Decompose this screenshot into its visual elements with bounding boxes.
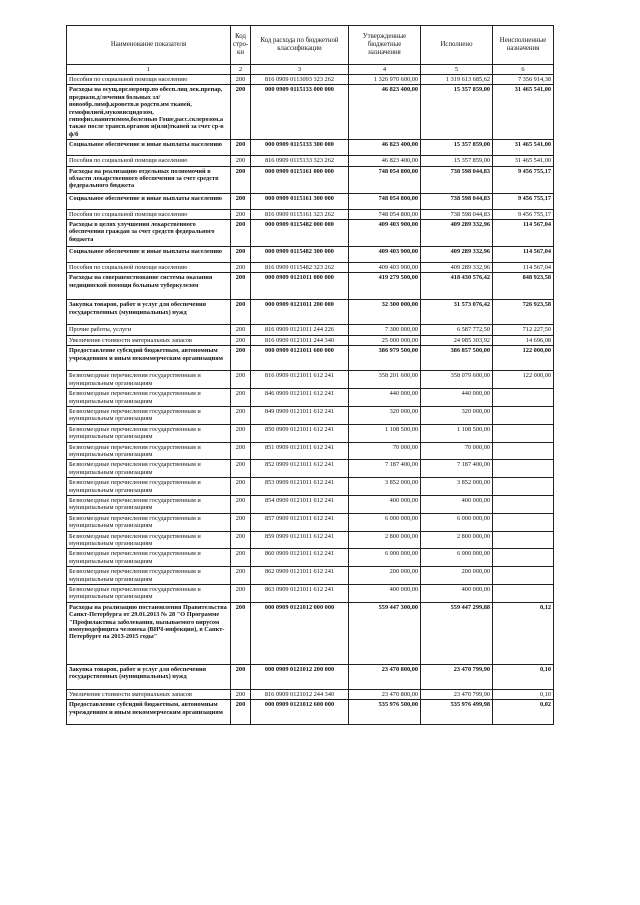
line-code-cell: 200 — [231, 220, 251, 247]
line-code-cell: 200 — [231, 325, 251, 335]
table-row — [67, 166, 554, 193]
approved-amount-cell: 200 000,00 — [349, 567, 421, 585]
approved-amount-cell: 440 000,00 — [349, 389, 421, 407]
executed-amount-cell: 409 289 332,96 — [421, 220, 493, 247]
budget-code-cell: 854 0909 0121011 612 241 — [251, 495, 349, 513]
column-number: 3 — [251, 65, 349, 75]
budget-code-cell: 000 0909 0115482 300 000 — [251, 247, 349, 263]
executed-amount-cell: 738 598 044,83 — [421, 166, 493, 193]
executed-amount-cell: 418 430 576,42 — [421, 273, 493, 300]
executed-amount-cell: 15 357 859,00 — [421, 85, 493, 140]
executed-amount-cell: 23 470 799,90 — [421, 664, 493, 689]
budget-code-cell: 862 0909 0121011 612 241 — [251, 567, 349, 585]
table-row — [67, 495, 554, 513]
approved-amount-cell: 6 000 000,00 — [349, 549, 421, 567]
executed-amount-cell: 440 000,00 — [421, 389, 493, 407]
indicator-name-cell: Безвозмездные перечисления государственным и муниципальным организациям — [67, 389, 231, 407]
budget-code-cell: 863 0909 0121011 612 241 — [251, 585, 349, 603]
indicator-name-cell: Безвозмездные перечисления государственным и муниципальным организациям — [67, 495, 231, 513]
unexecuted-amount-cell: 0,10 — [493, 664, 554, 689]
budget-code-cell: 000 0909 0121011 600 000 — [251, 346, 349, 371]
approved-amount-cell: 409 403 900,00 — [349, 220, 421, 247]
unexecuted-amount-cell: 31 465 541,00 — [493, 156, 554, 166]
line-code-cell: 200 — [231, 300, 251, 325]
executed-amount-cell: 7 187 400,00 — [421, 460, 493, 478]
executed-amount-cell: 738 598 044,83 — [421, 209, 493, 219]
header-executed: Исполнено — [421, 26, 493, 65]
approved-amount-cell: 7 300 000,00 — [349, 325, 421, 335]
line-code-cell: 200 — [231, 689, 251, 699]
line-code-cell: 200 — [231, 346, 251, 371]
unexecuted-amount-cell — [493, 460, 554, 478]
approved-amount-cell: 23 470 800,00 — [349, 689, 421, 699]
line-code-cell: 200 — [231, 156, 251, 166]
approved-amount-cell: 386 979 500,00 — [349, 346, 421, 371]
indicator-name-cell: Прочие работы, услуги — [67, 325, 231, 335]
unexecuted-amount-cell — [493, 424, 554, 442]
budget-code-cell: 000 0909 0115482 000 000 — [251, 220, 349, 247]
budget-code-cell: 816 0909 0115161 323 262 — [251, 209, 349, 219]
unexecuted-amount-cell — [493, 406, 554, 424]
executed-amount-cell: 200 000,00 — [421, 567, 493, 585]
indicator-name-cell: Социальное обеспечение и иные выплаты населению — [67, 193, 231, 209]
line-code-cell: 200 — [231, 389, 251, 407]
line-code-cell: 200 — [231, 85, 251, 140]
table-row — [67, 700, 554, 725]
budget-code-cell: 000 0909 0121012 600 000 — [251, 700, 349, 725]
executed-amount-cell: 31 573 076,42 — [421, 300, 493, 325]
table-row — [67, 549, 554, 567]
table-row — [67, 300, 554, 325]
table-row — [67, 209, 554, 219]
executed-amount-cell: 6 000 000,00 — [421, 549, 493, 567]
unexecuted-amount-cell: 726 923,58 — [493, 300, 554, 325]
approved-amount-cell: 7 187 400,00 — [349, 460, 421, 478]
indicator-name-cell: Безвозмездные перечисления государственным и муниципальным организациям — [67, 531, 231, 549]
indicator-name-cell: Безвозмездные перечисления государственным и муниципальным организациям — [67, 478, 231, 496]
approved-amount-cell: 358 201 600,00 — [349, 371, 421, 389]
indicator-name-cell: Пособия по социальной помощи населению — [67, 156, 231, 166]
line-code-cell: 200 — [231, 664, 251, 689]
line-code-cell: 200 — [231, 478, 251, 496]
line-code-cell: 200 — [231, 567, 251, 585]
approved-amount-cell: 46 823 400,00 — [349, 140, 421, 156]
unexecuted-amount-cell: 848 923,58 — [493, 273, 554, 300]
unexecuted-amount-cell: 31 465 541,00 — [493, 140, 554, 156]
executed-amount-cell: 535 976 499,98 — [421, 700, 493, 725]
line-code-cell: 200 — [231, 371, 251, 389]
indicator-name-cell: Пособия по социальной помощи населению — [67, 263, 231, 273]
executed-amount-cell: 320 000,00 — [421, 406, 493, 424]
approved-amount-cell: 1 326 970 600,00 — [349, 75, 421, 85]
executed-amount-cell: 738 598 044,83 — [421, 193, 493, 209]
line-code-cell: 200 — [231, 424, 251, 442]
header-unexecuted-appropriations: Неисполненные назначения — [493, 26, 554, 65]
line-code-cell: 200 — [231, 460, 251, 478]
executed-amount-cell: 15 357 859,00 — [421, 140, 493, 156]
table-row — [67, 263, 554, 273]
column-number: 2 — [231, 65, 251, 75]
approved-amount-cell: 32 300 000,00 — [349, 300, 421, 325]
unexecuted-amount-cell: 9 456 755,17 — [493, 166, 554, 193]
unexecuted-amount-cell: 122 000,00 — [493, 346, 554, 371]
budget-code-cell: 850 0909 0121011 612 241 — [251, 424, 349, 442]
unexecuted-amount-cell: 7 356 914,38 — [493, 75, 554, 85]
approved-amount-cell: 70 000,00 — [349, 442, 421, 460]
table-row — [67, 371, 554, 389]
indicator-name-cell: Безвозмездные перечисления государственным и муниципальным организациям — [67, 371, 231, 389]
indicator-name-cell: Безвозмездные перечисления государственным и муниципальным организациям — [67, 406, 231, 424]
unexecuted-amount-cell — [493, 442, 554, 460]
table-row — [67, 689, 554, 699]
table-row — [67, 424, 554, 442]
header-approved-appropriations: Утвержденные бюджетные назначения — [349, 26, 421, 65]
budget-code-cell: 000 0909 0115161 000 000 — [251, 166, 349, 193]
executed-amount-cell: 70 000,00 — [421, 442, 493, 460]
table-row — [67, 346, 554, 371]
approved-amount-cell: 409 403 900,00 — [349, 247, 421, 263]
budget-code-cell: 000 0909 0121012 000 000 — [251, 602, 349, 664]
table-row — [67, 442, 554, 460]
unexecuted-amount-cell: 0,02 — [493, 700, 554, 725]
table-body — [67, 75, 554, 725]
executed-amount-cell: 400 000,00 — [421, 585, 493, 603]
line-code-cell: 200 — [231, 273, 251, 300]
table-row — [67, 247, 554, 263]
table-row — [67, 140, 554, 156]
indicator-name-cell: Расходы в целях улучшения лекарственного обеспечения граждан за счет средств федерального бюджета — [67, 220, 231, 247]
indicator-name-cell: Социальное обеспечение и иные выплаты населению — [67, 247, 231, 263]
table-row — [67, 567, 554, 585]
budget-code-cell: 816 0909 0115482 323 262 — [251, 263, 349, 273]
approved-amount-cell: 535 976 500,00 — [349, 700, 421, 725]
table-row — [67, 602, 554, 664]
approved-amount-cell: 748 054 800,00 — [349, 193, 421, 209]
budget-code-cell: 846 0909 0121011 612 241 — [251, 389, 349, 407]
indicator-name-cell: Безвозмездные перечисления государственным и муниципальным организациям — [67, 585, 231, 603]
unexecuted-amount-cell: 114 567,04 — [493, 263, 554, 273]
unexecuted-amount-cell: 9 456 755,17 — [493, 209, 554, 219]
line-code-cell: 200 — [231, 531, 251, 549]
indicator-name-cell: Пособия по социальной помощи населению — [67, 75, 231, 85]
budget-execution-table — [66, 25, 554, 725]
approved-amount-cell: 748 054 800,00 — [349, 166, 421, 193]
approved-amount-cell: 23 470 800,00 — [349, 664, 421, 689]
indicator-name-cell: Закупка товаров, работ и услуг для обеспечения государственных (муниципальных) нужд — [67, 664, 231, 689]
line-code-cell: 200 — [231, 513, 251, 531]
table-row — [67, 513, 554, 531]
line-code-cell: 200 — [231, 209, 251, 219]
approved-amount-cell: 409 403 900,00 — [349, 263, 421, 273]
budget-code-cell: 851 0909 0121011 612 241 — [251, 442, 349, 460]
column-number: 5 — [421, 65, 493, 75]
budget-code-cell: 000 0909 0115161 300 000 — [251, 193, 349, 209]
indicator-name-cell: Увеличение стоимости материальных запасов — [67, 335, 231, 345]
executed-amount-cell: 6 587 772,50 — [421, 325, 493, 335]
column-number: 1 — [67, 65, 231, 75]
budget-code-cell: 852 0909 0121011 612 241 — [251, 460, 349, 478]
indicator-name-cell: Предоставление субсидий бюджетным, автономным учреждениям и иным некоммерческим организациям — [67, 346, 231, 371]
header-line-code: Код стро-ки — [231, 26, 251, 65]
approved-amount-cell: 6 000 000,00 — [349, 513, 421, 531]
line-code-cell: 200 — [231, 495, 251, 513]
indicator-name-cell: Закупка товаров, работ и услуг для обеспечения государственных (муниципальных) нужд — [67, 300, 231, 325]
table-row — [67, 585, 554, 603]
table-row — [67, 389, 554, 407]
header-budget-classification-code: Код расхода по бюджетной классификации — [251, 26, 349, 65]
approved-amount-cell: 559 447 300,00 — [349, 602, 421, 664]
table-row — [67, 460, 554, 478]
budget-code-cell: 816 0909 0113093 323 262 — [251, 75, 349, 85]
executed-amount-cell: 3 852 000,00 — [421, 478, 493, 496]
unexecuted-amount-cell — [493, 567, 554, 585]
column-number-row — [67, 65, 554, 75]
table-row — [67, 85, 554, 140]
header-indicator-name: Наименование показателя — [67, 26, 231, 65]
unexecuted-amount-cell: 114 567,04 — [493, 220, 554, 247]
approved-amount-cell: 748 054 800,00 — [349, 209, 421, 219]
table-row — [67, 325, 554, 335]
table-row — [67, 478, 554, 496]
indicator-name-cell: Социальное обеспечение и иные выплаты населению — [67, 140, 231, 156]
budget-code-cell: 000 0909 0121011 200 000 — [251, 300, 349, 325]
budget-code-cell: 860 0909 0121011 612 241 — [251, 549, 349, 567]
table-row — [67, 220, 554, 247]
table-row — [67, 664, 554, 689]
line-code-cell: 200 — [231, 549, 251, 567]
executed-amount-cell: 559 447 299,88 — [421, 602, 493, 664]
unexecuted-amount-cell: 122 000,00 — [493, 371, 554, 389]
executed-amount-cell: 2 800 000,00 — [421, 531, 493, 549]
table-row — [67, 273, 554, 300]
budget-code-cell: 849 0909 0121011 612 241 — [251, 406, 349, 424]
approved-amount-cell: 400 000,00 — [349, 495, 421, 513]
executed-amount-cell: 24 985 303,92 — [421, 335, 493, 345]
table-row — [67, 156, 554, 166]
budget-code-cell: 816 0909 0115133 323 262 — [251, 156, 349, 166]
indicator-name-cell: Безвозмездные перечисления государственным и муниципальным организациям — [67, 549, 231, 567]
table-row — [67, 531, 554, 549]
executed-amount-cell: 386 857 500,00 — [421, 346, 493, 371]
table-row — [67, 406, 554, 424]
unexecuted-amount-cell: 0,12 — [493, 602, 554, 664]
executed-amount-cell: 409 289 332,96 — [421, 247, 493, 263]
unexecuted-amount-cell: 31 465 541,00 — [493, 85, 554, 140]
indicator-name-cell: Безвозмездные перечисления государственным и муниципальным организациям — [67, 567, 231, 585]
table-header-row — [67, 26, 554, 65]
line-code-cell: 200 — [231, 247, 251, 263]
approved-amount-cell: 46 823 400,00 — [349, 156, 421, 166]
budget-code-cell: 859 0909 0121011 612 241 — [251, 531, 349, 549]
budget-code-cell: 816 0909 0121012 244 340 — [251, 689, 349, 699]
executed-amount-cell: 6 000 000,00 — [421, 513, 493, 531]
line-code-cell: 200 — [231, 442, 251, 460]
executed-amount-cell: 1 319 613 685,62 — [421, 75, 493, 85]
line-code-cell: 200 — [231, 406, 251, 424]
executed-amount-cell: 400 000,00 — [421, 495, 493, 513]
line-code-cell: 200 — [231, 140, 251, 156]
indicator-name-cell: Безвозмездные перечисления государственным и муниципальным организациям — [67, 442, 231, 460]
unexecuted-amount-cell: 114 567,04 — [493, 247, 554, 263]
executed-amount-cell: 23 470 799,90 — [421, 689, 493, 699]
column-number: 6 — [493, 65, 554, 75]
unexecuted-amount-cell: 14 696,08 — [493, 335, 554, 345]
indicator-name-cell: Предоставление субсидий бюджетным, автономным учреждениям и иным некоммерческим организациям — [67, 700, 231, 725]
unexecuted-amount-cell — [493, 495, 554, 513]
line-code-cell: 200 — [231, 166, 251, 193]
approved-amount-cell: 3 852 000,00 — [349, 478, 421, 496]
indicator-name-cell: Пособия по социальной помощи населению — [67, 209, 231, 219]
line-code-cell: 200 — [231, 193, 251, 209]
indicator-name-cell: Расходы на совершенствование системы оказания медицинской помощи больным туберкулезом — [67, 273, 231, 300]
unexecuted-amount-cell — [493, 585, 554, 603]
budget-code-cell: 853 0909 0121011 612 241 — [251, 478, 349, 496]
executed-amount-cell: 358 079 600,00 — [421, 371, 493, 389]
budget-code-cell: 816 0909 0121011 244 340 — [251, 335, 349, 345]
line-code-cell: 200 — [231, 263, 251, 273]
approved-amount-cell: 46 823 400,00 — [349, 85, 421, 140]
indicator-name-cell: Безвозмездные перечисления государственным и муниципальным организациям — [67, 424, 231, 442]
indicator-name-cell: Безвозмездные перечисления государственным и муниципальным организациям — [67, 460, 231, 478]
approved-amount-cell: 2 800 000,00 — [349, 531, 421, 549]
approved-amount-cell: 419 279 500,00 — [349, 273, 421, 300]
line-code-cell: 200 — [231, 75, 251, 85]
line-code-cell: 200 — [231, 602, 251, 664]
unexecuted-amount-cell: 9 456 755,17 — [493, 193, 554, 209]
line-code-cell: 200 — [231, 700, 251, 725]
budget-code-cell: 816 0909 0121011 612 241 — [251, 371, 349, 389]
executed-amount-cell: 15 357 859,00 — [421, 156, 493, 166]
unexecuted-amount-cell — [493, 389, 554, 407]
unexecuted-amount-cell: 0,10 — [493, 689, 554, 699]
budget-code-cell: 000 0909 0115133 000 000 — [251, 85, 349, 140]
approved-amount-cell: 400 000,00 — [349, 585, 421, 603]
executed-amount-cell: 1 108 500,00 — [421, 424, 493, 442]
table-row — [67, 193, 554, 209]
budget-code-cell: 857 0909 0121011 612 241 — [251, 513, 349, 531]
budget-code-cell: 000 0909 0115133 300 000 — [251, 140, 349, 156]
budget-code-cell: 000 0909 0121012 200 000 — [251, 664, 349, 689]
indicator-name-cell: Расходы на осущ.орг.меропр.по обесп.лиц лек.препар, предназн.д/лечения больных зл/новообр.лимф,кроветв.и родств.им тканей, гемофилией,муковисцидозом, гипофиз.нанитизмом,болезнью Гоше,расс.склерозом,а также после трансп.органов и(или)тканей за счет ср-в ф/б — [67, 85, 231, 140]
approved-amount-cell: 25 000 000,00 — [349, 335, 421, 345]
indicator-name-cell: Расходы на реализацию отдельных полномочий в области лекарственного обеспечения за счет средств федерального бюджета — [67, 166, 231, 193]
column-number: 4 — [349, 65, 421, 75]
unexecuted-amount-cell — [493, 549, 554, 567]
line-code-cell: 200 — [231, 335, 251, 345]
approved-amount-cell: 320 000,00 — [349, 406, 421, 424]
budget-code-cell: 000 0909 0121011 000 000 — [251, 273, 349, 300]
budget-code-cell: 816 0909 0121011 244 226 — [251, 325, 349, 335]
line-code-cell: 200 — [231, 585, 251, 603]
unexecuted-amount-cell — [493, 513, 554, 531]
table-row — [67, 335, 554, 345]
table-row — [67, 75, 554, 85]
unexecuted-amount-cell — [493, 478, 554, 496]
unexecuted-amount-cell — [493, 531, 554, 549]
indicator-name-cell: Безвозмездные перечисления государственным и муниципальным организациям — [67, 513, 231, 531]
indicator-name-cell: Увеличение стоимости материальных запасов — [67, 689, 231, 699]
executed-amount-cell: 409 289 332,96 — [421, 263, 493, 273]
indicator-name-cell: Расходы на реализацию постановления Правительства Санкт-Петербурга от 29.01.2013 № 28 "О Программе "Профилактика заболевания, вызываемого вирусом иммунодефицита человека (ВИЧ-инфекция), в Санкт-Петербурге на 2013-2015 годы" — [67, 602, 231, 664]
unexecuted-amount-cell: 712 227,50 — [493, 325, 554, 335]
approved-amount-cell: 1 108 500,00 — [349, 424, 421, 442]
